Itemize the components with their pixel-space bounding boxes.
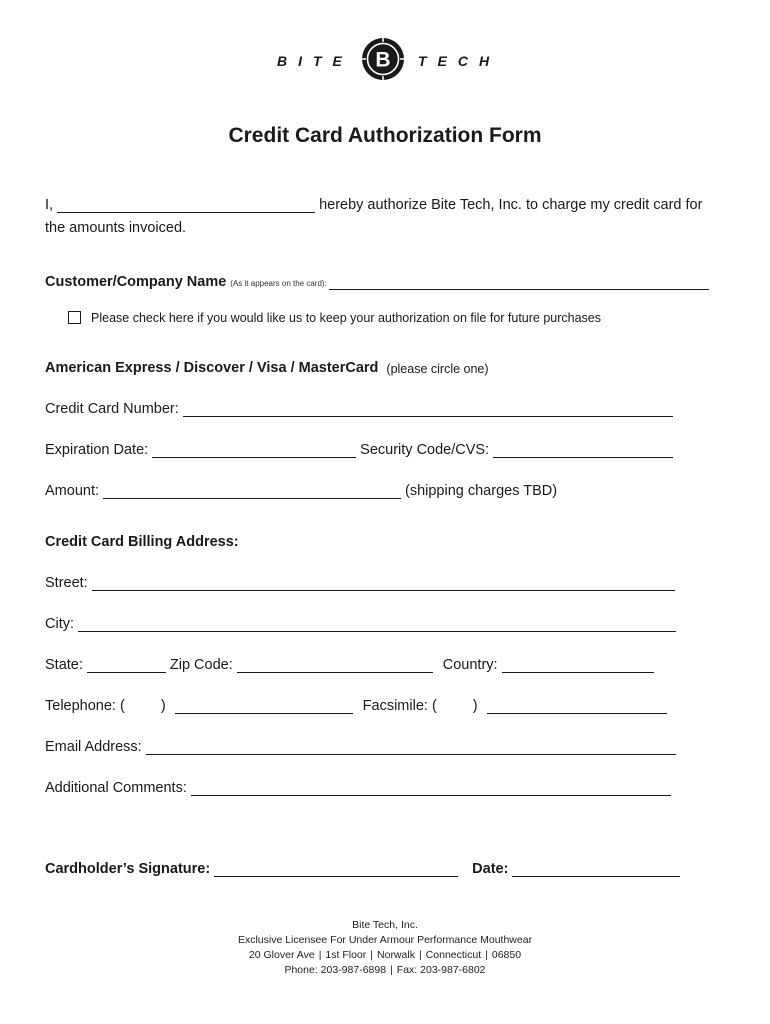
expiration-row <box>45 442 677 458</box>
signature-label: Cardholder’s Signature: <box>45 861 211 877</box>
security-code-field[interactable] <box>493 443 673 458</box>
zip-label: Zip Code: <box>169 657 233 673</box>
intro-line-2: the amounts invoiced. <box>45 220 187 236</box>
amount-field[interactable] <box>103 484 401 499</box>
telephone-row <box>45 698 671 714</box>
customer-name-field[interactable] <box>329 275 709 290</box>
customer-row <box>45 274 713 290</box>
page-title: Credit Card Authorization Form <box>228 124 542 147</box>
footer-town: Norwalk <box>377 949 415 961</box>
intro-line <box>45 197 702 213</box>
email-row <box>45 739 680 755</box>
telephone-label: Telephone: ( <box>45 698 125 714</box>
amount-label: Amount: <box>45 483 99 499</box>
card-types-note: (please circle one) <box>386 362 489 376</box>
customer-label: Customer/Company Name <box>45 274 227 290</box>
amount-row <box>45 483 557 499</box>
security-label: Security Code/CVS: <box>360 442 490 458</box>
authorizer-name-field[interactable] <box>57 198 315 213</box>
telephone-close-paren: ) <box>160 698 166 714</box>
logo-mark-icon <box>360 36 406 82</box>
city-label: City: <box>45 616 74 632</box>
billing-heading: Credit Card Billing Address: <box>45 534 239 550</box>
signature-field[interactable] <box>214 862 458 877</box>
customer-note: (As it appears on the card): <box>230 279 327 288</box>
comments-row <box>45 780 675 796</box>
footer-licensee: Exclusive Licensee For Under Armour Performance Mouthwear <box>237 934 533 946</box>
facsimile-field[interactable] <box>487 699 667 714</box>
signature-row <box>45 861 684 877</box>
file-option-row <box>68 311 601 325</box>
email-label: Email Address: <box>45 739 142 755</box>
email-field[interactable] <box>146 740 676 755</box>
facsimile-close-paren: ) <box>472 698 478 714</box>
footer-fax: Fax: 203-987-6802 <box>396 964 486 976</box>
facsimile-label: Facsimile: ( <box>362 698 437 714</box>
footer-phone: Phone: 203-987-6898 <box>284 964 387 976</box>
logo-mark-letter: B <box>375 48 391 72</box>
city-field[interactable] <box>78 617 676 632</box>
expiration-date-field[interactable] <box>152 443 356 458</box>
footer-address <box>0 948 770 963</box>
card-number-label: Credit Card Number: <box>45 401 179 417</box>
street-row <box>45 575 679 591</box>
country-label: Country: <box>442 657 498 673</box>
card-types-row <box>45 360 489 376</box>
country-field[interactable] <box>502 658 654 673</box>
street-label: Street: <box>45 575 88 591</box>
footer-separator: | <box>485 949 488 961</box>
footer-separator: | <box>370 949 374 961</box>
keep-on-file-label: Please check here if you would like us to keep your authorization on file for future purchases <box>91 311 602 325</box>
comments-field[interactable] <box>191 781 671 796</box>
card-number-row <box>45 401 677 417</box>
logo-word-left: BITE <box>277 53 353 69</box>
footer-separator: | <box>318 949 322 961</box>
telephone-field[interactable] <box>175 699 353 714</box>
keep-on-file-checkbox[interactable] <box>68 311 81 324</box>
intro-prefix: I, <box>45 197 54 213</box>
footer-separator: | <box>390 964 393 976</box>
footer-state: Connecticut <box>425 949 482 961</box>
amount-note: (shipping charges TBD) <box>405 483 558 499</box>
state-row <box>45 657 658 673</box>
expiration-label: Expiration Date: <box>45 442 149 458</box>
street-field[interactable] <box>92 576 675 591</box>
city-row <box>45 616 680 632</box>
comments-label: Additional Comments: <box>45 780 187 796</box>
state-field[interactable] <box>87 658 166 673</box>
logo-word-right: TECH <box>418 53 501 69</box>
footer-zip: 06850 <box>491 949 522 961</box>
state-label: State: <box>45 657 83 673</box>
footer-separator: | <box>418 949 422 961</box>
footer-company: Bite Tech, Inc. <box>352 919 418 931</box>
card-types-label: American Express / Discover / Visa / MasterCard <box>45 360 379 376</box>
footer-street: 20 Glover Ave <box>248 949 315 961</box>
footer <box>0 918 770 978</box>
company-logo <box>0 36 770 86</box>
date-field[interactable] <box>512 862 680 877</box>
footer-floor: 1st Floor <box>325 949 367 961</box>
date-label: Date: <box>472 861 509 877</box>
card-number-field[interactable] <box>183 402 673 417</box>
intro-suffix: hereby authorize Bite Tech, Inc. to charge my credit card for <box>319 197 703 213</box>
footer-contact <box>0 963 770 978</box>
zip-field[interactable] <box>237 658 433 673</box>
